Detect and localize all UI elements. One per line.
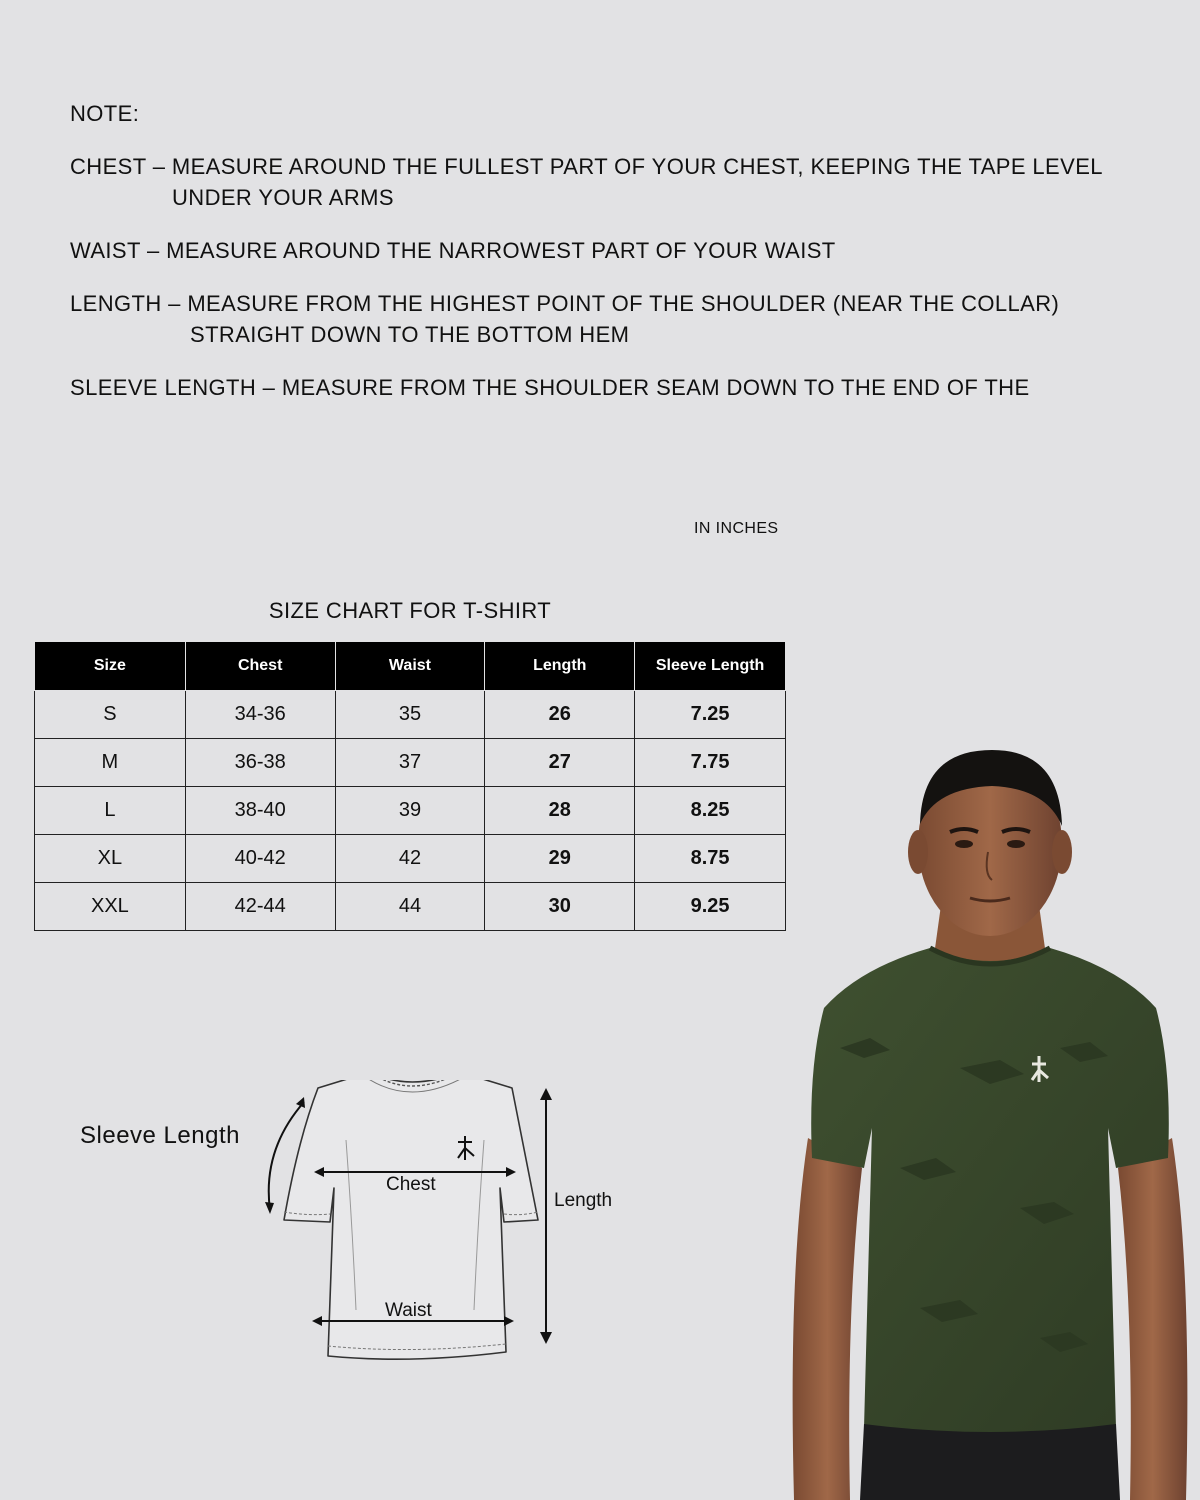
cell-waist: 42 [335,835,485,883]
header-sleeve-length: Sleeve Length [635,642,786,691]
cell-size: XXL [35,883,186,931]
note-separator: – [262,375,276,400]
cell-length: 26 [485,691,635,739]
header-waist: Waist [335,642,485,691]
measurement-notes [70,98,1170,425]
cell-waist: 44 [335,883,485,931]
note-title: NOTE: [70,101,140,126]
table-row [35,787,786,835]
note-separator: – [152,154,166,179]
note-separator: – [146,238,160,263]
waist-label: Waist [385,1300,432,1321]
green-tshirt [811,948,1169,1435]
tshirt-measurement-diagram [260,1080,660,1370]
note-waist [70,235,1170,266]
table-row [35,835,786,883]
cell-chest: 42-44 [185,883,335,931]
note-term: CHEST [70,154,147,179]
table-row [35,739,786,787]
unit-label: IN INCHES [694,520,779,537]
note-text: MEASURE AROUND THE FULLEST PART OF YOUR CHEST, KEEPING THE TAPE LEVEL UNDER YOUR ARMS [171,154,1103,210]
note-text: MEASURE FROM THE SHOULDER SEAM DOWN TO THE END OF THE [281,375,1030,400]
header-chest: Chest [185,642,335,691]
table-row [35,883,786,931]
table-header-row [35,642,786,691]
cell-length: 28 [485,787,635,835]
sleeve-arrow-head-bottom [265,1202,274,1214]
note-text: MEASURE AROUND THE NARROWEST PART OF YOUR WAIST [166,238,836,263]
header-size: Size [35,642,186,691]
cell-size: L [35,787,186,835]
cell-length: 30 [485,883,635,931]
cell-waist: 37 [335,739,485,787]
note-term: SLEEVE LENGTH [70,375,257,400]
cell-sleeve-length: 8.25 [635,787,786,835]
cell-sleeve-length: 9.25 [635,883,786,931]
cell-size: XL [35,835,186,883]
cell-size: S [35,691,186,739]
note-term: LENGTH [70,291,162,316]
cell-chest: 40-42 [185,835,335,883]
cell-sleeve-length: 7.75 [635,739,786,787]
note-term: WAIST [70,238,141,263]
cell-sleeve-length: 7.25 [635,691,786,739]
cell-length: 29 [485,835,635,883]
note-chest [70,151,1170,213]
cell-sleeve-length: 8.75 [635,835,786,883]
size-chart-title: SIZE CHART FOR T-SHIRT [268,598,552,623]
size-chart-table [34,641,786,931]
length-label: Length [554,1190,613,1211]
note-text: MEASURE FROM THE HIGHEST POINT OF THE SHOULDER (NEAR THE COLLAR) STRAIGHT DOWN TO THE BOTTOM HEM [187,291,1060,347]
cell-chest: 38-40 [185,787,335,835]
cell-waist: 35 [335,691,485,739]
note-length [70,288,1170,350]
model-photo [780,748,1200,1500]
cell-length: 27 [485,739,635,787]
cell-waist: 39 [335,787,485,835]
cell-size: M [35,739,186,787]
cell-chest: 34-36 [185,691,335,739]
header-length: Length [485,642,635,691]
note-sleeve-length [70,372,1170,403]
cell-chest: 36-38 [185,739,335,787]
note-separator: – [168,291,181,316]
chest-label: Chest [386,1174,436,1195]
table-row [35,691,786,739]
sleeve-length-label: Sleeve Length [80,1122,240,1149]
